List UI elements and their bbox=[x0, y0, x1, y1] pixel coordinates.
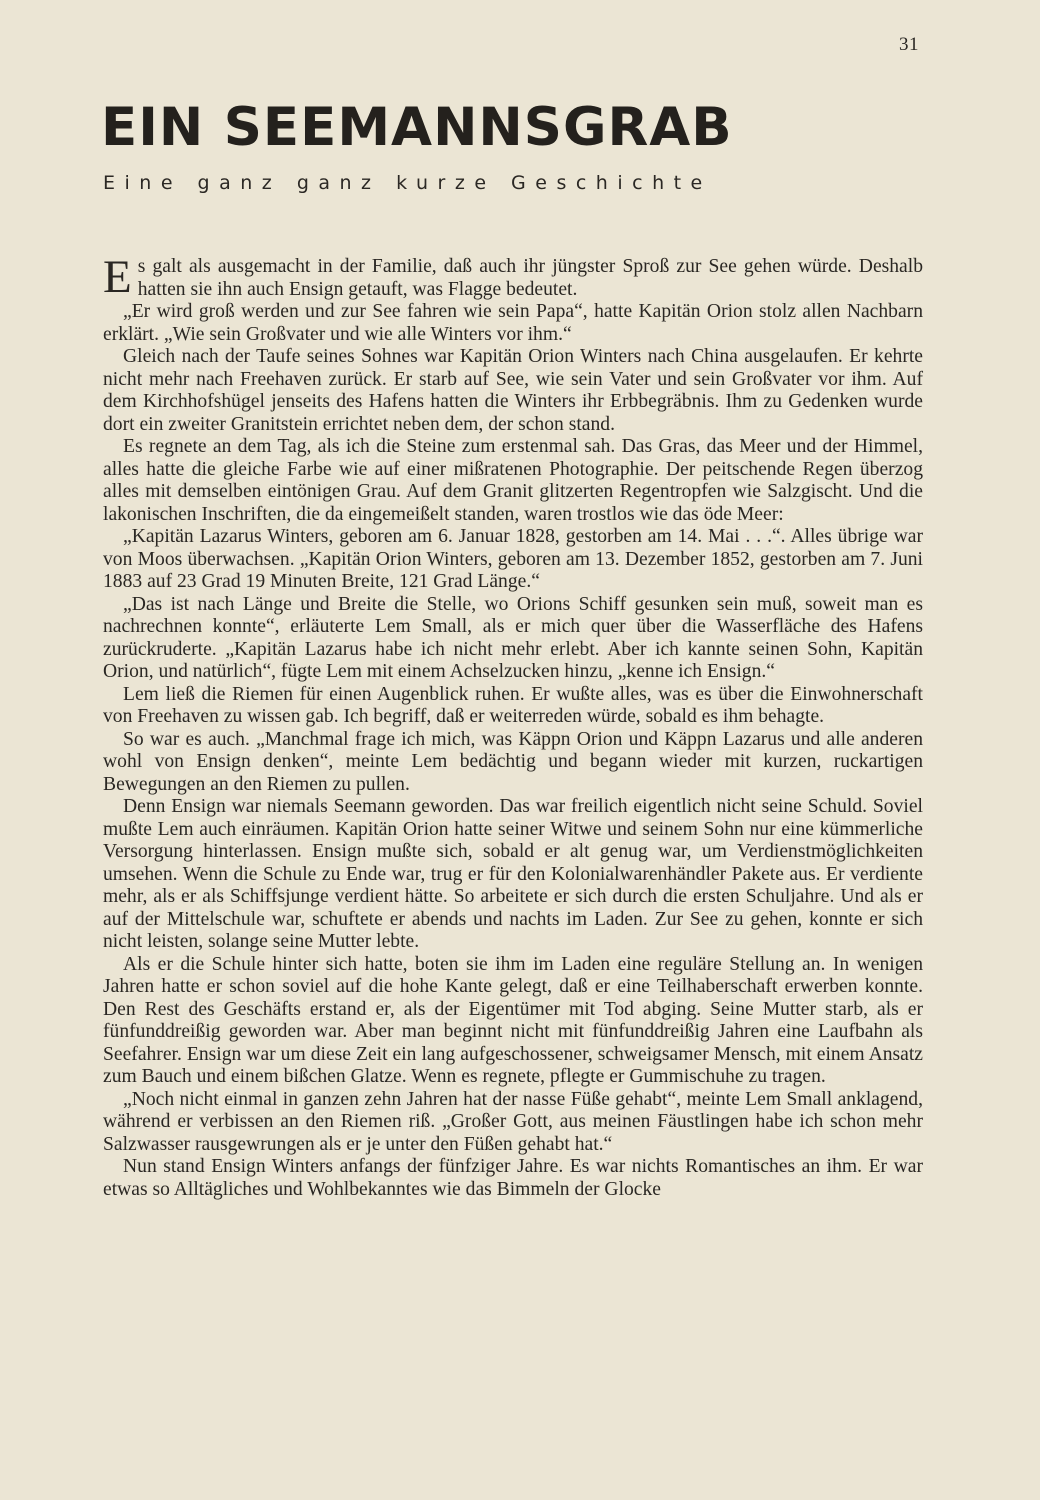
paragraph: „Noch nicht einmal in ganzen zehn Jahren hat der nasse Füße gehabt“, meinte Lem Small anklagend, während er verbissen an den Riemen riß. „Großer Gott, aus meinen Fäustlingen habe ich schon mehr Salzwasser rausgewrungen als er je unter den Füßen gehabt hat.“ bbox=[103, 1088, 923, 1155]
paragraph: „Er wird groß werden und zur See fahren wie sein Papa“, hatte Kapitän Orion stolz allen Nachbarn erklärt. „Wie sein Großvater und wie alle Winters vor ihm.“ bbox=[103, 301, 923, 345]
story-title: EIN SEEMANNSGRAB bbox=[101, 97, 733, 158]
drop-cap: E bbox=[103, 251, 132, 303]
paragraph: So war es auch. „Manchmal frage ich mich, was Käppn Orion und Käppn Lazarus und alle anderen wohl von Ensign denken“, meinte Lem bedächtig und begann wieder mit kurzen, ruckartigen Bewegungen an den Riemen zu pullen. bbox=[103, 728, 923, 795]
story-subtitle: Eine ganz ganz kurze Geschichte bbox=[103, 172, 712, 194]
story-body bbox=[103, 251, 923, 1201]
paragraph: Als er die Schule hinter sich hatte, boten sie ihm im Laden eine reguläre Stellung an. In wenigen Jahren hatte er schon soviel auf die hohe Kante gelegt, daß er eine Teilhaberschaft erwerben konnte. Den Rest des Geschäfts erstand er, als der Eigentümer mit Tod abging. Seine Mutter starb, als er fünfunddreißig geworden war. Aber man beginnt nicht mit fünfunddreißig Jahren eine Laufbahn als Seefahrer. Ensign war um diese Zeit ein lang aufgeschossener, schweigsamer Mensch, mit einem Ansatz zum Bauch und einem bißchen Glatze. Wenn es regnete, pflegte er Gummischuhe zu tragen. bbox=[103, 953, 923, 1087]
paragraph: „Das ist nach Länge und Breite die Stelle, wo Orions Schiff gesunken sein muß, soweit man es nachrechnen konnte“, erläuterte Lem Small, als er mich quer über die Wasserfläche des Hafens zurückruderte. „Kapitän Lazarus habe ich nicht mehr erlebt. Aber ich kannte seinen Sohn, Kapitän Orion, und natürlich“, fügte Lem mit einem Achselzucken hinzu, „kenne ich Ensign.“ bbox=[103, 593, 923, 682]
paragraph: Nun stand Ensign Winters anfangs der fünfziger Jahre. Es war nichts Romantisches an ihm. Er war etwas so Alltägliches und Wohlbekanntes wie das Bimmeln der Glocke bbox=[103, 1156, 923, 1200]
paragraph-text: s galt als ausgemacht in der Familie, daß auch ihr jüngster Sproß zur See gehen würde. Deshalb hatten sie ihn auch Ensign getauft, was Flagge bedeutet. bbox=[137, 256, 923, 300]
paragraph: Es regnete an dem Tag, als ich die Steine zum erstenmal sah. Das Gras, das Meer und der Himmel, alles hatte die gleiche Farbe wie auf einer mißratenen Photographie. Der peitschende Regen überzog alles mit demselben eintönigen Grau. Auf dem Granit glitzerten Regentropfen wie Salzgischt. Und die lakonischen Inschriften, die da eingemeißelt standen, waren trostlos wie das öde Meer: bbox=[103, 436, 923, 525]
paragraph: Denn Ensign war niemals Seemann geworden. Das war freilich eigentlich nicht seine Schuld. Soviel mußte Lem auch einräumen. Kapitän Orion hatte seiner Witwe und seinem Sohn nur eine kümmerliche Versorgung hinterlassen. Ensign mußte sich, sobald er alt genug war, um Verdienstmöglichkeiten umsehen. Wenn die Schule zu Ende war, trug er für den Kolonialwarenhändler Pakete aus. Er verdiente mehr, als er als Schiffsjunge verdient hätte. So arbeitete er sich durch die ersten Schuljahre. Und als er auf der Mittelschule war, schuftete er abends und nachts im Laden. Zur See zu gehen, konnte er sich nicht leisten, solange seine Mutter lebte. bbox=[103, 796, 923, 952]
paragraph: „Kapitän Lazarus Winters, geboren am 6. Januar 1828, gestorben am 14. Mai . . .“. Alles übrige war von Moos überwachsen. „Kapitän Orion Winters, geboren am 13. Dezember 1852, gestorben am 7. Juni 1883 auf 23 Grad 19 Minuten Breite, 121 Grad Länge.“ bbox=[103, 526, 923, 592]
paragraph bbox=[103, 251, 923, 303]
page-number: 31 bbox=[899, 34, 919, 55]
paragraph: Lem ließ die Riemen für einen Augenblick ruhen. Er wußte alles, was es über die Einwohnerschaft von Freehaven zu wissen gab. Ich begriff, daß er weiterreden würde, sobald es ihm behagte. bbox=[103, 683, 923, 727]
paragraph: Gleich nach der Taufe seines Sohnes war Kapitän Orion Winters nach China ausgelaufen. Er kehrte nicht mehr nach Freehaven zurück. Er starb auf See, wie sein Vater und sein Großvater vor ihm. Auf dem Kirchhofshügel jenseits des Hafens hatten die Winters ihr Erbbegräbnis. Ihm zu Gedenken wurde dort ein zweiter Granitstein errichtet neben dem, der schon stand. bbox=[103, 346, 923, 435]
